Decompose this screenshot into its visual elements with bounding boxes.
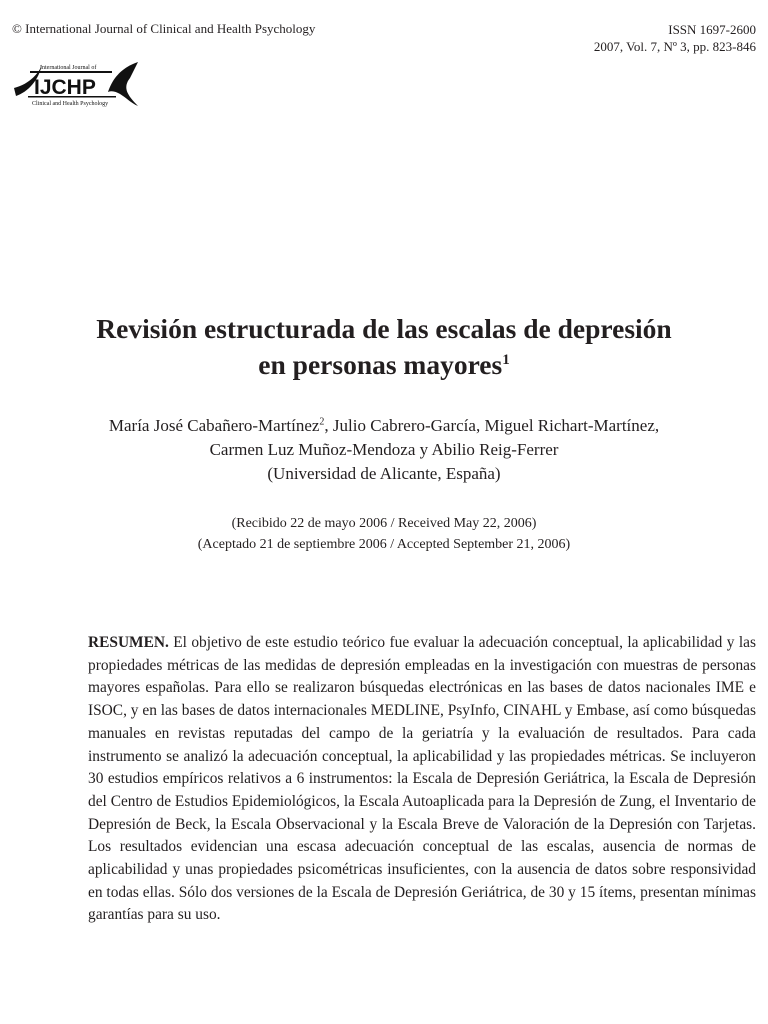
authors-line-1: María José Cabañero-Martínez$^2$, Julio Cabrero-García, Miguel Richart-Martínez, [108, 416, 660, 435]
title-line-1: Revisión estructurada de las escalas de depresión [96, 313, 672, 344]
logo-top-text: International Journal of [40, 65, 97, 71]
author-footnote-mark: 2 [319, 416, 325, 428]
logo-main-text: IJCHP [34, 76, 96, 99]
abstract-text: El objetivo de este estudio teórico fue evaluar la adecuación conceptual, la aplicabilidad y las propiedades métricas de las medidas de depresión empleadas en la investigación con muestras de personas mayores españolas. Para ello se realizaron búsquedas electrónicas en las bases de datos nacionales IME e ISOC, y en las bases de datos internacionales MEDLINE, PsyInfo, CINAHL y Embase, así como búsquedas manuales en revistas reputadas del campo de la geriatría y la evaluación de resultados. Para cada instrumento se analizó la adecuación conceptual, la aplicabilidad y las propiedades métricas. Se incluyeron 30 estudios empíricos relativos a 6 instrumentos: la Escala de Depresión Geriátrica, la Escala de Depresión del Centro de Estudios Epidemiológicos, la Escala Autoaplicada para la Depresión de Zung, el Inventario de Depresión de Beck, la Escala Observacional y la Escala Breve de Valoración de la Depresión con Tarjetas. Los resultados evidencian una escasa adecuación conceptual de las escalas, ausencia de normas de aplicabilidad y unas propiedades psicométricas insuficientes, con la ausencia de datos sobre responsividad en todas ellas. Sólo dos versiones de la Escala de Depresión Geriátrica, de 30 y 15 ítems, presentan mínimas garantías para su uso. [88, 634, 756, 924]
received-date: (Recibido 22 de mayo 2006 / Received May 22, 2006) [231, 516, 537, 531]
logo-bottom-text: Clinical and Health Psychology [32, 101, 109, 107]
title-line-2: en personas mayores$^1$ [258, 349, 510, 380]
affiliation: (Universidad de Alicante, España) [267, 464, 501, 483]
submission-dates [0, 513, 768, 555]
paper-title [0, 311, 768, 383]
logo-right-swoosh [108, 62, 138, 106]
journal-info [594, 21, 756, 55]
logo-bar [30, 71, 112, 73]
title-footnote-mark: 1 [502, 351, 510, 368]
journal-logo [12, 58, 140, 110]
accepted-date: (Aceptado 21 de septiembre 2006 / Accepted September 21, 2006) [197, 537, 571, 552]
authors-line-2: Carmen Luz Muñoz-Mendoza y Abilio Reig-Ferrer [209, 440, 559, 459]
issn: ISSN 1697-2600 [668, 22, 756, 37]
copyright-notice: © International Journal of Clinical and Health Psychology [12, 21, 316, 36]
abstract [88, 632, 756, 927]
author-block [0, 414, 768, 486]
citation: 2007, Vol. 7, Nº 3, pp. 823-846 [593, 39, 756, 54]
abstract-label: RESUMEN. [88, 634, 169, 651]
